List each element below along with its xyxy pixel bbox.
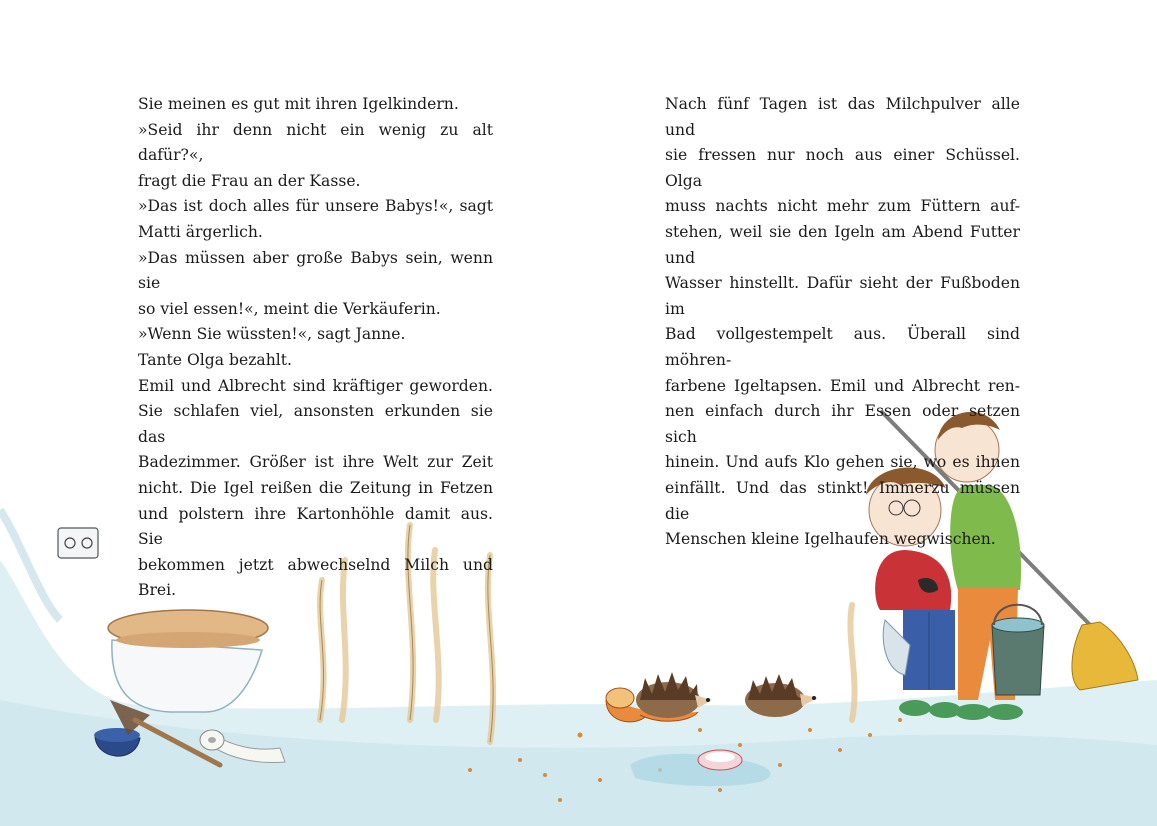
text-line: Wasser hinstellt. Dafür sieht der Fußboden im — [665, 274, 1020, 318]
wall-outlet — [58, 528, 98, 558]
text-line: nen einfach durch ihr Essen oder setzen sich — [665, 402, 1020, 446]
text-line: bekommen jetzt abwechselnd Milch und Brei. — [138, 555, 493, 600]
text-line: Tante Olga bezahlt. — [138, 350, 292, 369]
text-line: hinein. Und aufs Klo gehen sie, wo es ihnen — [665, 453, 1020, 472]
text-line: »Das ist doch alles für unsere Babys!«, sagt — [138, 197, 493, 216]
text-line: »Das müssen aber große Babys sein, wenn sie — [138, 248, 493, 293]
text-line: Badezimmer. Größer ist ihre Welt zur Zeit — [138, 453, 493, 472]
text-line: und polstern ihre Kartonhöhle damit aus. Sie — [138, 504, 493, 549]
text-line: muss nachts nicht mehr zum Füttern auf- — [665, 197, 1020, 216]
text-line: Sie schlafen viel, ansonsten erkunden sie das — [138, 402, 493, 446]
food-bowl-tipped — [698, 750, 742, 770]
text-line: »Seid ihr denn nicht ein wenig zu alt dafür?«, — [138, 120, 493, 165]
text-line: Nach fünf Tagen ist das Milchpulver alle und — [665, 95, 1020, 139]
text-line: so viel essen!«, meint die Verkäuferin. — [138, 299, 441, 318]
text-line: Matti ärgerlich. — [138, 222, 263, 241]
text-line: farbene Igeltapsen. Emil und Albrecht ren- — [665, 376, 1020, 395]
text-line: Menschen kleine Igelhaufen wegwischen. — [665, 530, 996, 549]
text-line: sie fressen nur noch aus einer Schüssel. Olga — [665, 146, 1020, 190]
text-line: Emil und Albrecht sind kräftiger geworden. — [138, 376, 493, 395]
left-text-column — [138, 92, 493, 604]
text-line: nicht. Die Igel reißen die Zeitung in Fetzen — [138, 478, 493, 497]
text-line: Sie meinen es gut mit ihren Igelkindern. — [138, 95, 459, 113]
toilet — [108, 610, 268, 712]
text-line: stehen, weil sie den Igeln am Abend Futter und — [665, 222, 1020, 267]
text-line: fragt die Frau an der Kasse. — [138, 171, 361, 190]
right-text-column — [665, 92, 1020, 553]
text-line: einfällt. Und das stinkt! Immerzu müssen die — [665, 478, 1020, 523]
text-line: »Wenn Sie wüssten!«, sagt Janne. — [138, 325, 406, 344]
text-line: Bad vollgestempelt aus. Überall sind möhren- — [665, 325, 1020, 369]
